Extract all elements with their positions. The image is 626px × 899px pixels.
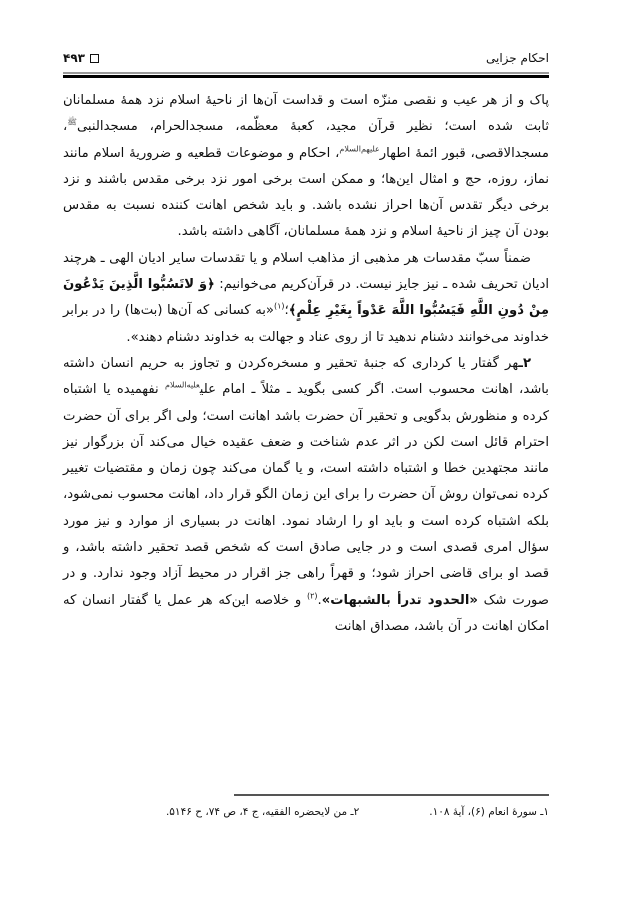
paragraph-3-text-a: هر گفتار یا کرداری که جنبهٔ تحقیر و مسخره‌کردن و تجاوز به حریم انسان داشته باشد، اهانت محسوب است. اگر کسی بگوید ـ مثلاً ـ امام علی (63, 355, 549, 398)
paragraph-1-text-a: پاک و از هر عیب و نقصی منزّه است و قداست آن‌ها از ناحیهٔ اسلام نزد همهٔ مسلمانان ثابت شده است؛ نظیر قرآن مجید، کعبهٔ معظّمه، مسجدالحرام، مسجدالنبی (63, 93, 549, 135)
hadith-quote: «الحدود تدرأ بالشبهات» (321, 592, 478, 608)
book-page (63, 0, 549, 899)
header-rule-thick (63, 75, 549, 78)
header-rule-thin (63, 72, 549, 74)
paragraph-2-text-c: «به کسانی که آن‌ها (بت‌ها) را در برابر خداوند می‌خوانند دشنام ندهید تا از روی عناد و جهالت به خداوند دشنام دهند». (63, 303, 549, 345)
honorific-icon: ﷺ (67, 117, 77, 127)
paragraph-1-text-b: ، مسجدالاقصی، قبور ائمهٔ اطهار (63, 119, 549, 161)
paragraph-2 (63, 246, 549, 351)
paragraph-3-text-c: . (317, 592, 322, 608)
footnote-separator (234, 794, 549, 796)
footnote-2: ۲ـ من لایحضره الفقیه، ج ۴، ص ۷۴، ح ۵۱۴۶. (165, 806, 360, 818)
footnote-1: ۱ـ سورهٔ انعام (۶)، آیهٔ ۱۰۸. (429, 806, 549, 818)
quran-verse: ﴿وَ لاتَسُبُّوا الَّذِينَ يَدْعُونَ مِنْ دُونِ اللَّهِ فَيَسُبُّوا اللَّهَ عَدْواً بِغَيْرِ عِلْمٍ﴾ (63, 277, 549, 319)
page-number: ۴۹۳ (63, 51, 85, 65)
footnote-ref-2[interactable]: (۲) (306, 591, 318, 601)
paragraph-3-text-b: نفهمیده یا اشتباه کرده و منظورش بدگویی و تحقیر آن حضرت باشد اهانت است؛ ولی اگر برای آن حضرت احترام قائل است لکن در اثر عدم شناخت و ضعف عقیده خیال می‌کند آن بزرگوار نیز مانند مجتهدین خطا و اشتباه داشته است، و یا گمان می‌کند چون زمان و مقتضیات تغییر کرده نمی‌توان روش آن حضرت را برای این زمان الگو قرار داد، اهانت محسوب نمی‌شود، بلکه اشتباه کرده است و باید او را ارشاد نمود. اهانت در بسیاری از موارد و نیز مورد سؤال امری قصدی است و در جایی صادق است که شخص قصد تحقیر داشته باشد، و قصد او برای قاضی احراز شود؛ و قهراً راهی جز اقرار در محیط آزاد وجود ندارد. و در صورت شک (63, 382, 549, 608)
page-number-block (63, 51, 99, 65)
item-number: ۲ـ (518, 355, 531, 371)
square-box-icon (90, 54, 99, 63)
footnotes (63, 803, 549, 821)
paragraph-2-text-a: ضمناً سبّ مقدسات هر مذهبی از مذاهب اسلام و یا تقدسات سایر ادیان الهی ـ هرچند ادیان تحریف شده ـ نیز جایز نیست. در قرآن‌کریم می‌خوانیم: (63, 250, 549, 293)
paragraph-1-text-c: ، احکام و موضوعات قطعیه و ضروریهٔ اسلام مانند نماز، روزه، حج و امثال این‌ها؛ و ممکن است برخی امور نزد برخی مقدس باشند و نزد برخی دیگر تقدس آن‌ها احراز نشده باشد. و باید شخص اهانت کننده نسبت به مقدس بودن آن چیز از ناحیهٔ اسلام و نزد همهٔ مسلمانان، آگاهی داشته باشد. (63, 145, 549, 240)
honorific-icon: علیهم‌السلام (339, 144, 380, 154)
running-header (63, 48, 549, 68)
chapter-title: احکام جزایی (486, 51, 549, 65)
body-text (63, 88, 549, 640)
paragraph-1 (63, 88, 549, 246)
footnote-ref-1[interactable]: (۱) (274, 301, 285, 311)
paragraph-2-text-b: ؛ (284, 303, 289, 319)
paragraph-3 (63, 351, 549, 640)
honorific-icon: علیه‌السلام (165, 380, 200, 390)
paragraph-3-text-d: و خلاصه این‌که هر عمل یا گفتار انسان که امکان اهانت در آن باشد، مصداق اهانت (63, 592, 549, 634)
